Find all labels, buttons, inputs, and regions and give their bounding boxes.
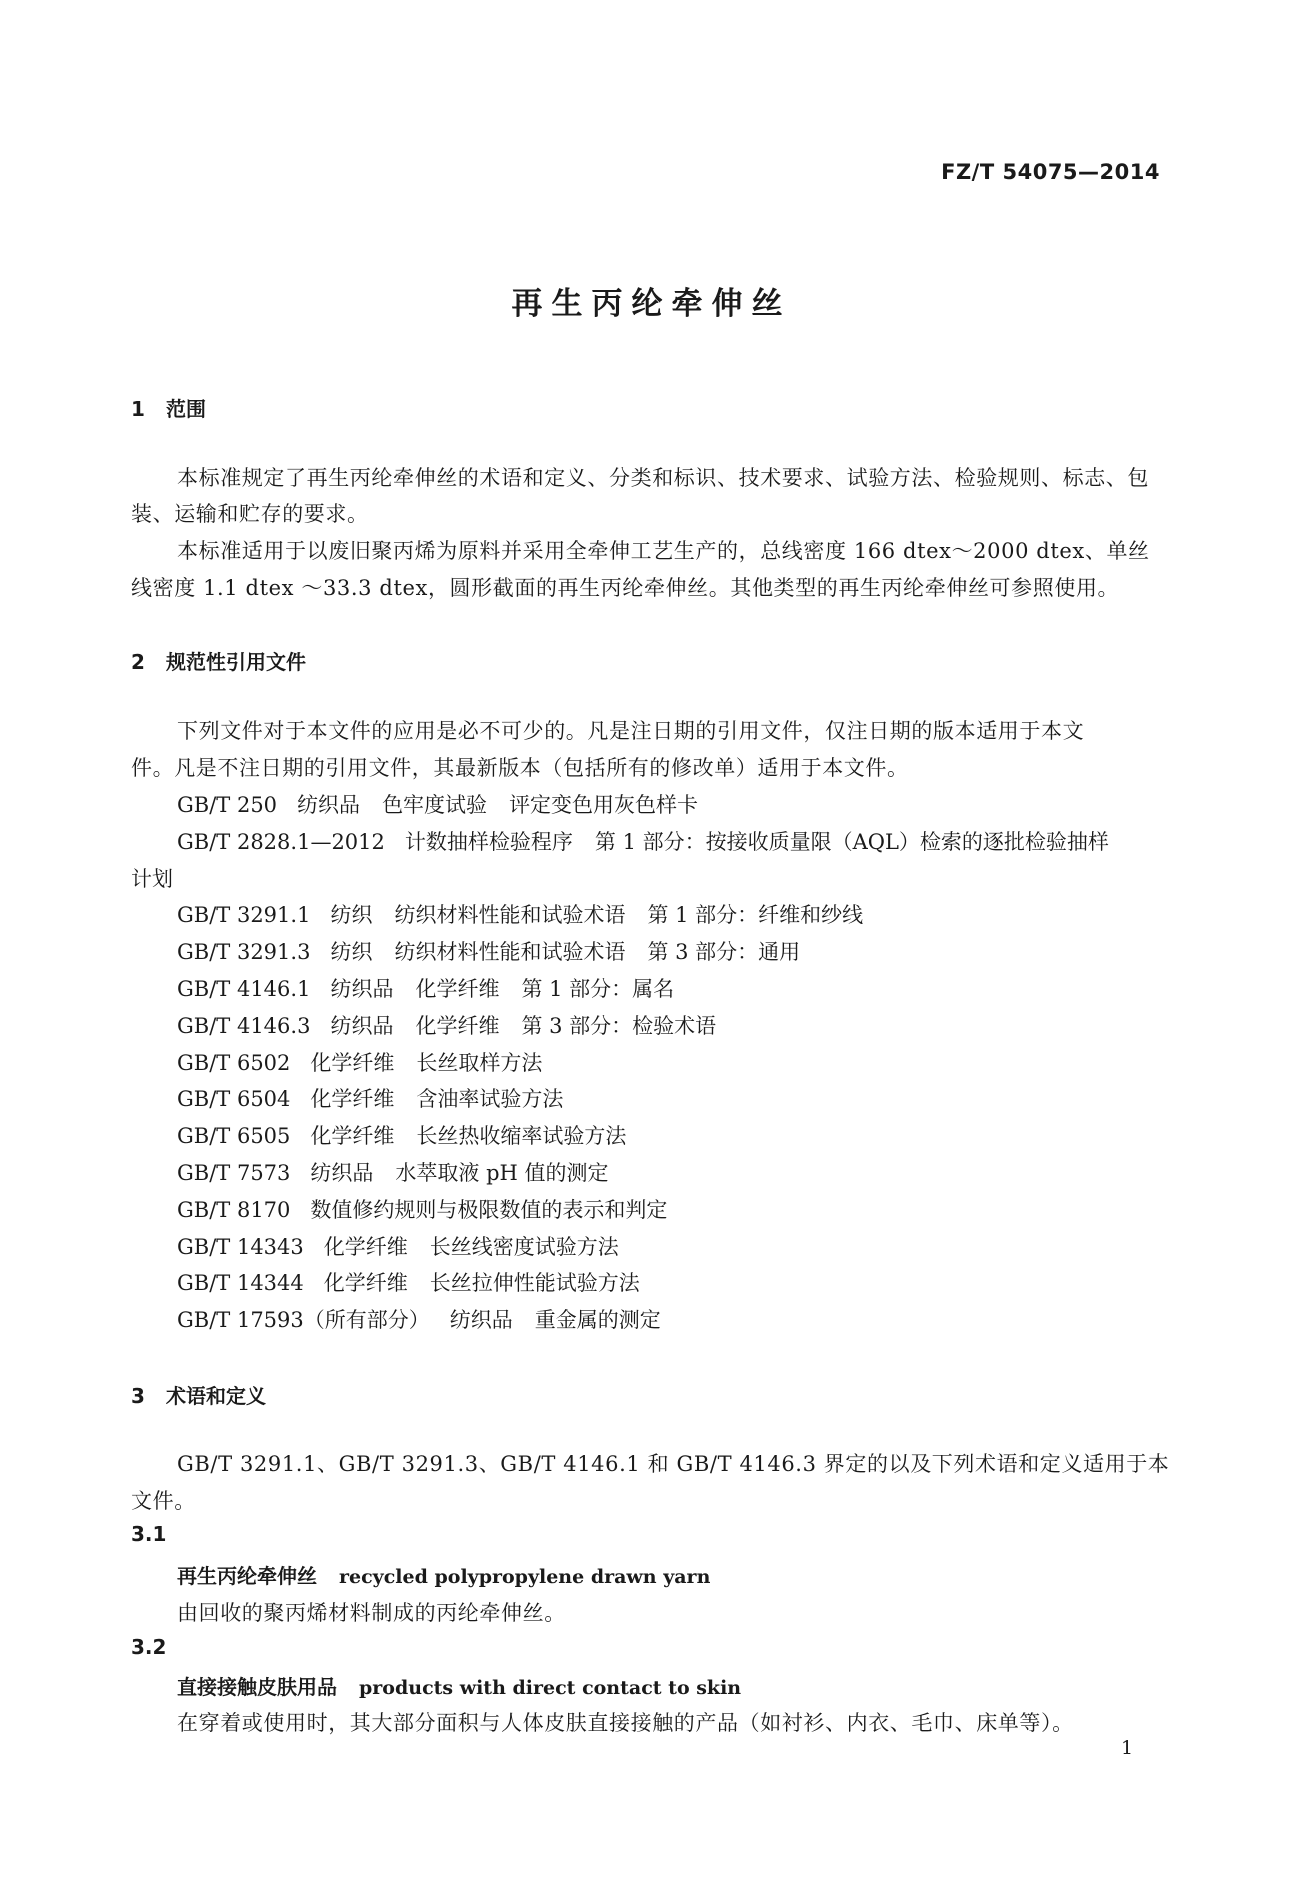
reference-title-part: 重金属的测定 [534,1308,661,1332]
section-title: 规范性引用文件 [166,650,306,674]
reference-item [177,936,822,966]
reference-title-part: 长丝线密度试验方法 [429,1235,619,1259]
reference-item [177,826,1131,856]
paragraph-line: 本标准适用于以废旧聚丙烯为原料并采用全牵伸工艺生产的，总线密度 166 dtex～2000 dtex、单丝 [177,539,1150,563]
reference-item [177,899,885,929]
reference-title-part: 化学纤维 [323,1271,408,1295]
section-1-heading [131,393,206,422]
reference-code: GB/T 250 [177,793,278,817]
section-number: 3 [131,1384,145,1408]
reference-title-part: 水萃取液 pH 值的测定 [395,1161,609,1185]
section-number: 2 [131,650,145,674]
reference-item [177,1267,662,1297]
reference-title-part: 纺织品 [310,1161,374,1185]
reference-title-part: 评定变色用灰色样卡 [509,793,699,817]
reference-title-part: 第 1 部分：属名 [521,977,675,1001]
reference-code: GB/T 4146.3 [177,1014,311,1038]
reference-title-part: 长丝热收缩率试验方法 [416,1124,627,1148]
reference-item [177,1120,648,1150]
reference-title-part: 纺织品 [330,1014,394,1038]
reference-item [177,789,720,819]
section-title: 术语和定义 [166,1384,266,1408]
reference-title-part: 纺织品 [449,1308,513,1332]
reference-title-part: 化学纤维 [415,977,500,1001]
reference-title-part: 纺织 [330,903,373,927]
paragraph-line: GB/T 3291.1、GB/T 3291.3、GB/T 4146.1 和 GB/T 4146.3 界定的以及下列术语和定义适用于本 [177,1452,1170,1476]
reference-title-part: 第 3 部分：检验术语 [521,1014,717,1038]
reference-title-part: 计划 [131,867,173,891]
reference-item [177,1083,585,1113]
reference-title-part: 第 3 部分：通用 [647,940,801,964]
term-title [177,1560,710,1589]
term-number: 3.1 [131,1522,167,1546]
reference-title-part: 计数抽样检验程序 [404,830,573,854]
reference-code: GB/T 6504 [177,1087,291,1111]
reference-code: GB/T 3291.3 [177,940,311,964]
reference-item [177,1010,738,1040]
reference-title-part: 第 1 部分：按接收质量限（AQL）检索的逐批检验抽样 [594,830,1109,854]
reference-title-part: 色牢度试验 [382,793,488,817]
reference-code: GB/T 6505 [177,1124,291,1148]
reference-title-part: 化学纤维 [323,1235,408,1259]
reference-code: GB/T 4146.1 [177,977,311,1001]
reference-title-part: 含油率试验方法 [416,1087,564,1111]
reference-code: GB/T 2828.1—2012 [177,830,385,854]
reference-code: GB/T 7573 [177,1161,291,1185]
reference-item [177,1231,641,1261]
paragraph-line: 本标准规定了再生丙纶牵伸丝的术语和定义、分类和标识、技术要求、试验方法、检验规则、标志、包 [177,466,1149,490]
reference-item [177,1047,564,1077]
reference-item [177,1194,689,1224]
reference-code: GB/T 14343 [177,1235,304,1259]
section-title: 范围 [166,397,206,421]
paragraph-line: 线密度 1.1 dtex ～33.3 dtex，圆形截面的再生丙纶牵伸丝。其他类型的再生丙纶牵伸丝可参照使用。 [131,576,1120,600]
reference-code: GB/T 14344 [177,1271,304,1295]
reference-title-part: 纺织材料性能和试验术语 [394,903,626,927]
reference-title-part: 纺织品 [330,977,394,1001]
paragraph-line: 下列文件对于本文件的应用是必不可少的。凡是注日期的引用文件，仅注日期的版本适用于本文 [177,719,1085,743]
standard-code: FZ/T 54075—2014 [941,160,1160,184]
reference-code: GB/T 8170 [177,1198,291,1222]
reference-title-part: 化学纤维 [310,1124,395,1148]
reference-item [177,1157,631,1187]
reference-title-part: 纺织 [330,940,373,964]
paragraph-line: 件。凡是不注日期的引用文件，其最新版本（包括所有的修改单）适用于本文件。 [131,756,909,780]
reference-title-part: 化学纤维 [310,1087,395,1111]
term-en: products with direct contact to skin [359,1677,742,1699]
reference-title-part: 化学纤维 [415,1014,500,1038]
reference-title-part: 长丝拉伸性能试验方法 [429,1271,640,1295]
reference-title-part: 第 1 部分：纤维和纱线 [647,903,864,927]
term-en: recycled polypropylene drawn yarn [339,1566,711,1588]
paragraph-line: 文件。 [131,1489,196,1513]
section-2-heading [131,646,306,675]
term-title [177,1671,741,1700]
reference-item [177,1304,683,1334]
term-zh: 再生丙纶牵伸丝 [177,1564,317,1588]
term-number: 3.2 [131,1635,167,1659]
reference-title-part: 长丝取样方法 [416,1051,543,1075]
reference-title-part: 纺织品 [297,793,361,817]
reference-code: GB/T 6502 [177,1051,291,1075]
section-number: 1 [131,397,145,421]
page-number: 1 [1121,1737,1134,1759]
reference-item [131,863,195,893]
reference-code: GB/T 3291.1 [177,903,311,927]
paragraph-line: 装、运输和贮存的要求。 [131,502,369,526]
reference-code: GB/T 17593（所有部分） [177,1308,430,1332]
section-3-heading [131,1380,266,1409]
reference-item [177,973,696,1003]
term-definition: 由回收的聚丙烯材料制成的丙纶牵伸丝。 [177,1601,566,1625]
term-zh: 直接接触皮肤用品 [177,1675,337,1699]
term-definition: 在穿着或使用时，其大部分面积与人体皮肤直接接触的产品（如衬衫、内衣、毛巾、床单等）。 [177,1711,1074,1735]
reference-title-part: 化学纤维 [310,1051,395,1075]
reference-title-part: 数值修约规则与极限数值的表示和判定 [310,1198,668,1222]
document-title: 再生丙纶牵伸丝 [511,286,792,322]
reference-title-part: 纺织材料性能和试验术语 [394,940,626,964]
